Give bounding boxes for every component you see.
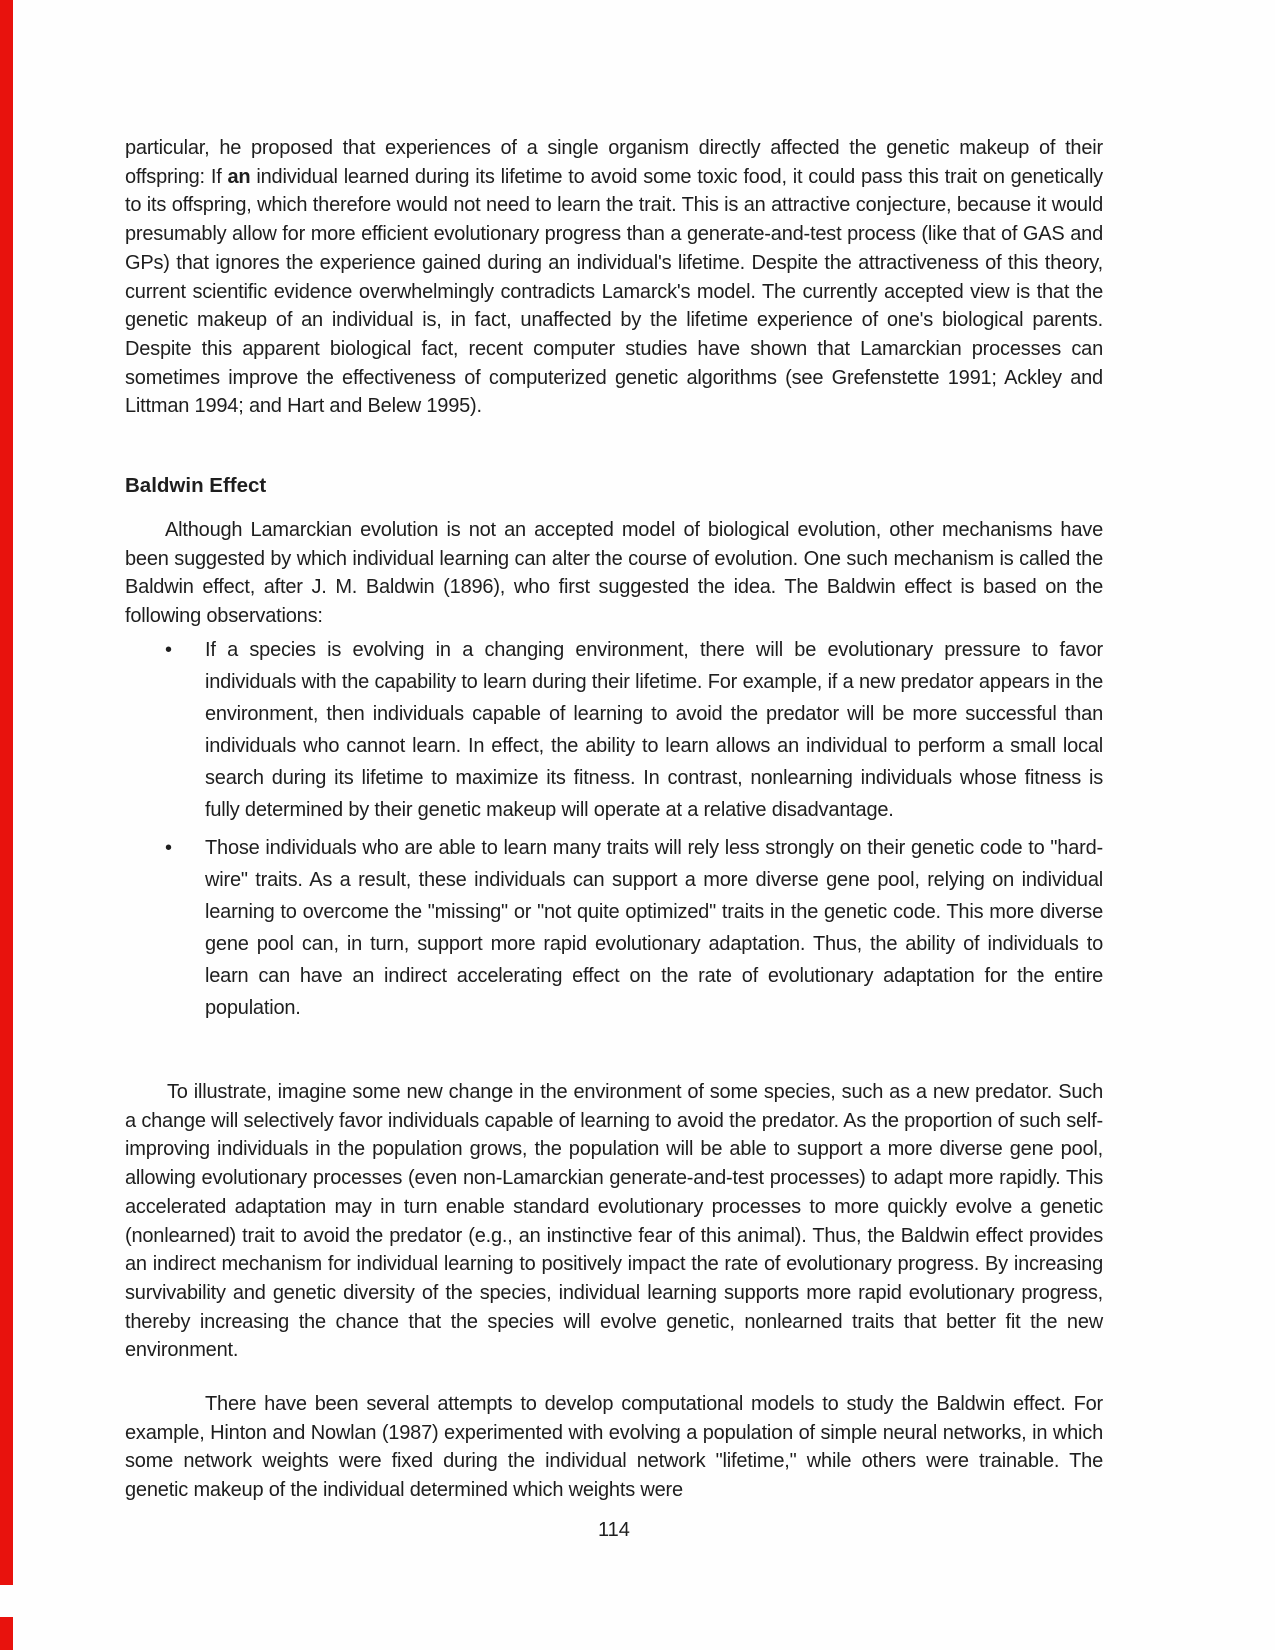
- paragraph-computational-models: There have been several attempts to develop computational models to study the Baldwin effect. For example, Hinton and Nowlan (1987) experimented with evolving a population of simple neural networks, in which some network weights were fixed during the individual network "lifetime," while others were trainable. The genetic makeup of the individual determined which weights were: [125, 1393, 1103, 1502]
- paragraph-lamarckian: [125, 134, 1103, 421]
- paragraph-baldwin-intro: Although Lamarckian evolution is not an accepted model of biological evolution, other mechanisms have been suggested by which individual learning can alter the course of evolution. One such mechanism is called the Baldwin effect, after J. M. Baldwin (1896), who first suggested the idea. The Baldwin effect is based on the following observations:: [125, 519, 1103, 628]
- paragraph-to-illustrate: To illustrate, imagine some new change in the environment of some species, such as a new predator. Such a change will selectively favor individuals capable of learning to avoid the predator. As the proportion of such self-improving individuals in the population grows, the population will be able to support a more diverse gene pool, allowing evolutionary processes (even non-Lamarckian generate-and-test processes) to adapt more rapidly. This accelerated adaptation may in turn enable standard evolutionary processes to more quickly evolve a genetic (nonlearned) trait to avoid the predator (e.g., an instinctive fear of this animal). Thus, the Baldwin effect provides an indirect mechanism for individual learning to positively impact the rate of evolutionary progress. By increasing survivability and genetic diversity of the species, individual learning supports more rapid evolutionary progress, thereby increasing the chance that the species will evolve genetic, nonlearned traits that better fit the new environment.: [125, 1081, 1103, 1362]
- bullet-item-species-evolving-text: If a species is evolving in a changing environment, there will be evolutionary pressure to favor individuals with the capability to learn during their lifetime. For example, if a new predator appears in the environment, then individuals capable of learning to avoid the predator will be more successful than individuals who cannot learn. In effect, the ability to learn allows an individual to perform a small local search during its lifetime to maximize its fitness. In contrast, nonlearning individuals whose fitness is fully determined by their genetic makeup will operate at a relative disadvantage.: [205, 639, 1103, 821]
- paragraph-lamarckian-text-start: particular, he proposed that experiences of a single organism directly affected the genetic makeup of their offspring: If: [125, 137, 1103, 188]
- bullet-item-learn-many-traits: [165, 832, 1103, 1024]
- bullet-icon: •: [165, 639, 172, 661]
- bold-word-an: an: [227, 165, 251, 188]
- paragraph-lamarckian-text-end: individual learned during its lifetime to avoid some toxic food, it could pass this trait on genetically to its offspring, which therefore would not need to learn the trait. This is an attractive conjecture, because it would presumably allow for more efficient evolutionary progress than a generate-and-test process (like that of GAS and GPs) that ignores the experience gained during an individual's lifetime. Despite the attractiveness of this theory, current scientific evidence overwhelmingly contradicts Lamarck's model. The currently accepted view is that the genetic makeup of an individual is, in fact, unaffected by the lifetime experience of one's biological parents. Despite this apparent biological fact, recent computer studies have shown that Lamarckian processes can sometimes improve the effectiveness of computerized genetic algorithms (see Grefenstette 1991; Ackley and Littman 1994; and Hart and Belew 1995).: [125, 165, 1103, 418]
- bullet-icon: •: [165, 837, 172, 859]
- bullet-item-species-evolving: [165, 634, 1103, 826]
- page-number: 114: [598, 1519, 630, 1541]
- scan-edge-stripe-top: [0, 0, 13, 1585]
- observations-bullet-list: [125, 634, 1103, 1024]
- scan-edge-stripe-bottom: [0, 1617, 13, 1650]
- section-heading-baldwin-effect: Baldwin Effect: [125, 474, 267, 497]
- bullet-item-learn-many-traits-text: Those individuals who are able to learn many traits will rely less strongly on their genetic code to "hard-wire" traits. As a result, these individuals can support a more diverse gene pool, relying on individual learning to overcome the "missing" or "not quite optimized" traits in the genetic code. This more diverse gene pool can, in turn, support more rapid evolutionary adaptation. Thus, the ability of individuals to learn can have an indirect accelerating effect on the rate of evolutionary adaptation for the entire population.: [205, 837, 1103, 1019]
